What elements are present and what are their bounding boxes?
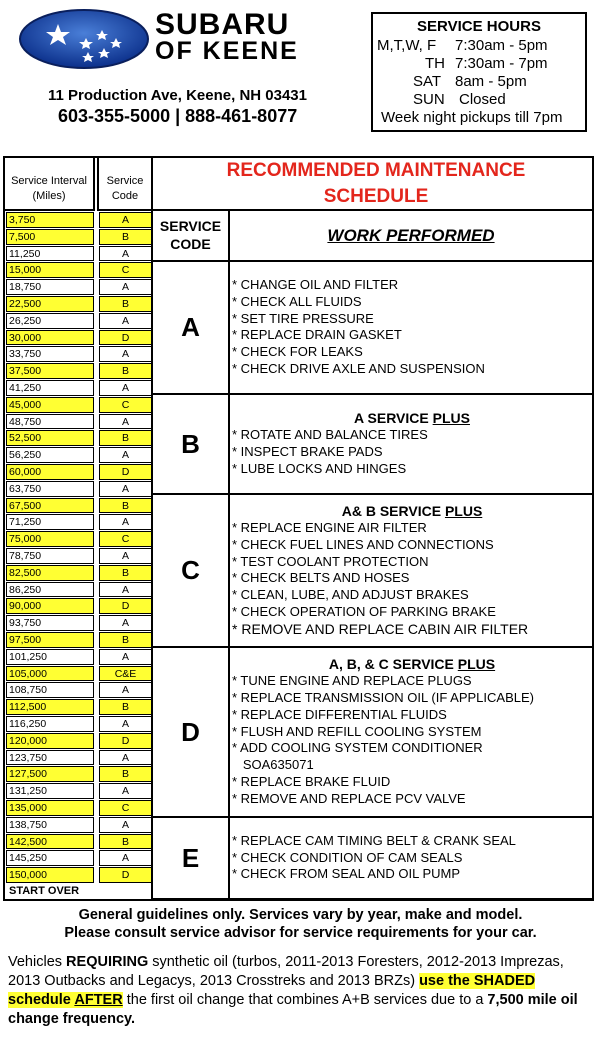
- interval-code: B: [99, 699, 152, 715]
- interval-row: [3, 430, 153, 447]
- service-code-letter: A: [181, 312, 200, 342]
- note-text-f: the first oil change that combines A+B services due to a: [122, 992, 488, 1008]
- service-code-header-cell: [151, 209, 230, 262]
- interval-code: A: [99, 750, 152, 766]
- work-performed-header-cell: [228, 209, 594, 262]
- interval-miles: 56,250: [6, 447, 94, 463]
- work-item: * FLUSH AND REFILL COOLING SYSTEM: [232, 723, 482, 739]
- service-heading-text: A SERVICE: [354, 410, 433, 427]
- interval-code: D: [99, 330, 152, 346]
- interval-miles: 145,250: [6, 850, 94, 866]
- interval-code: A: [99, 850, 152, 866]
- interval-code: A: [99, 548, 152, 564]
- interval-table-header: [3, 156, 153, 211]
- work-item: * CHECK FUEL LINES AND CONNECTIONS: [232, 536, 494, 552]
- work-performed-cell: [228, 816, 594, 900]
- interval-row: [3, 531, 153, 548]
- interval-row: [3, 783, 153, 800]
- service-heading-plus: PLUS: [432, 410, 470, 427]
- work-item: * REMOVE AND REPLACE CABIN AIR FILTER: [232, 620, 529, 637]
- interval-miles: 135,000: [6, 800, 94, 816]
- interval-miles: 41,250: [6, 380, 94, 396]
- interval-miles: 97,500: [6, 632, 94, 648]
- service-code-letter: B: [181, 428, 200, 459]
- guidelines-line1: General guidelines only. Services vary by year, make and model.: [78, 907, 523, 923]
- interval-row: [3, 565, 153, 582]
- work-item: * TUNE ENGINE AND REPLACE PLUGS: [232, 673, 472, 689]
- interval-row: [3, 817, 153, 834]
- work-item: * REPLACE BRAKE FLUID: [232, 773, 391, 789]
- interval-row: [3, 867, 153, 884]
- synthetic-oil-note: [8, 953, 598, 1029]
- brand-name: SUBARU: [155, 8, 290, 41]
- work-item: * REPLACE CAM TIMING BELT & CRANK SEAL: [232, 832, 516, 848]
- note-text-d: use the SHADED schedule: [8, 973, 536, 1008]
- interval-row: [3, 514, 153, 531]
- work-item: * LUBE LOCKS AND HINGES: [232, 460, 407, 476]
- interval-miles: 86,250: [6, 582, 94, 598]
- work-item: * CHECK CONDITION OF CAM SEALS: [232, 849, 463, 865]
- interval-code: B: [99, 834, 152, 850]
- interval-miles: 116,250: [6, 716, 94, 732]
- interval-row: [3, 733, 153, 750]
- interval-code: D: [99, 598, 152, 614]
- interval-row: [3, 682, 153, 699]
- interval-row: [3, 346, 153, 363]
- interval-miles: 105,000: [6, 666, 94, 682]
- interval-miles: 33,750: [6, 346, 94, 362]
- service-heading-text: A& B SERVICE: [341, 503, 445, 520]
- interval-code: A: [99, 380, 152, 396]
- interval-miles: 30,000: [6, 330, 94, 346]
- interval-code: B: [99, 766, 152, 782]
- service-code-letter: E: [181, 842, 200, 873]
- guidelines-note: [0, 906, 601, 942]
- work-performed-header: WORK PERFORMED: [327, 226, 495, 245]
- work-item: * ROTATE AND BALANCE TIRES: [232, 427, 428, 443]
- interval-miles: 127,500: [6, 766, 94, 782]
- work-item: * CLEAN, LUBE, AND ADJUST BRAKES: [232, 587, 469, 603]
- work-item: * CHECK FOR LEAKS: [232, 344, 363, 360]
- subaru-logo: [18, 8, 150, 70]
- interval-code: A: [99, 279, 152, 295]
- service-code-cell: [151, 493, 230, 648]
- interval-row: [3, 296, 153, 313]
- start-over-label: START OVER: [9, 885, 80, 897]
- interval-row: [3, 464, 153, 481]
- interval-row: [3, 498, 153, 515]
- interval-miles: 71,250: [6, 514, 94, 530]
- interval-miles: 18,750: [6, 279, 94, 295]
- schedule-title: [156, 158, 596, 210]
- interval-miles: 112,500: [6, 699, 94, 715]
- note-after: AFTER: [74, 992, 123, 1008]
- note-text-a: Vehicles: [8, 954, 67, 970]
- interval-code: A: [99, 414, 152, 430]
- service-hours-box: [371, 12, 587, 132]
- work-performed-cell: [228, 493, 594, 648]
- service-code-cell: [151, 393, 230, 495]
- interval-row: [3, 212, 153, 229]
- interval-row: [3, 397, 153, 414]
- work-performed-cell: [228, 260, 594, 395]
- interval-code: A: [99, 783, 152, 799]
- interval-miles: 26,250: [6, 313, 94, 329]
- interval-row: [3, 447, 153, 464]
- interval-code: A: [99, 817, 152, 833]
- service-heading: [232, 656, 592, 673]
- interval-code: A: [99, 246, 152, 262]
- work-item: * CHECK FROM SEAL AND OIL PUMP: [232, 866, 461, 882]
- interval-miles: 90,000: [6, 598, 94, 614]
- interval-code: A: [99, 212, 152, 228]
- interval-row: [3, 834, 153, 851]
- note-requiring: REQUIRING: [66, 954, 149, 970]
- interval-code: C: [99, 800, 152, 816]
- interval-miles: 37,500: [6, 363, 94, 379]
- interval-miles: 52,500: [6, 430, 94, 446]
- interval-row: [3, 750, 153, 767]
- interval-miles: 82,500: [6, 565, 94, 581]
- interval-row: [3, 632, 153, 649]
- work-item: * CHECK OPERATION OF PARKING BRAKE: [232, 604, 496, 620]
- work-item: * REPLACE DRAIN GASKET: [232, 327, 402, 343]
- work-item: * CHANGE OIL AND FILTER: [232, 277, 399, 293]
- interval-code: C: [99, 397, 152, 413]
- service-code-header: SERVICE CODE: [159, 218, 222, 252]
- service-code-cell: [151, 260, 230, 395]
- hours-time-1: 7:30am - 7pm: [455, 55, 548, 72]
- interval-row: [3, 800, 153, 817]
- interval-code: B: [99, 565, 152, 581]
- interval-row: [3, 313, 153, 330]
- service-code-cell: [151, 816, 230, 900]
- interval-code: A: [99, 682, 152, 698]
- dealer-phones: 603-355-5000 | 888-461-8077: [58, 106, 298, 126]
- interval-miles: 93,750: [6, 615, 94, 631]
- service-heading-plus: PLUS: [457, 656, 496, 673]
- dealer-address: 11 Production Ave, Keene, NH 03431: [48, 87, 307, 104]
- interval-miles: 131,250: [6, 783, 94, 799]
- interval-miles: 120,000: [6, 733, 94, 749]
- interval-column-header: Service Interval (Miles): [3, 156, 95, 211]
- hours-days-3: SUN: [413, 91, 445, 108]
- interval-code: B: [99, 363, 152, 379]
- interval-row: [3, 330, 153, 347]
- interval-miles: 123,750: [6, 750, 94, 766]
- interval-code: A: [99, 313, 152, 329]
- hours-days-1: TH: [425, 55, 445, 72]
- interval-row: [3, 699, 153, 716]
- service-heading-text: A, B, & C SERVICE: [328, 656, 458, 673]
- hours-time-0: 7:30am - 5pm: [455, 37, 548, 54]
- interval-code: C&E: [99, 666, 152, 682]
- interval-code: A: [99, 649, 152, 665]
- work-item: * SET TIRE PRESSURE: [232, 310, 374, 326]
- interval-code: B: [99, 632, 152, 648]
- interval-miles: 142,500: [6, 834, 94, 850]
- interval-code: A: [99, 615, 152, 631]
- interval-row: [3, 279, 153, 296]
- interval-row: [3, 850, 153, 867]
- work-item: * CHECK BELTS AND HOSES: [232, 570, 410, 586]
- interval-code: D: [99, 733, 152, 749]
- interval-code: B: [99, 296, 152, 312]
- work-item: * TEST COOLANT PROTECTION: [232, 553, 429, 569]
- work-item: * ADD COOLING SYSTEM CONDITIONER: [232, 740, 483, 756]
- interval-code: A: [99, 346, 152, 362]
- interval-code: A: [99, 716, 152, 732]
- hours-time-2: 8am - 5pm: [455, 73, 527, 90]
- interval-row: [3, 649, 153, 666]
- interval-miles: 22,500: [6, 296, 94, 312]
- interval-code: A: [99, 481, 152, 497]
- service-hours-title: SERVICE HOURS: [417, 18, 541, 35]
- interval-miles: 101,250: [6, 649, 94, 665]
- interval-row: [3, 582, 153, 599]
- hours-days-2: SAT: [413, 73, 442, 90]
- schedule-title-line1: RECOMMENDED MAINTENANCE: [226, 160, 526, 181]
- service-heading: [232, 410, 592, 427]
- interval-row: [3, 766, 153, 783]
- interval-miles: 48,750: [6, 414, 94, 430]
- interval-code: A: [99, 447, 152, 463]
- interval-row: [3, 615, 153, 632]
- interval-table: [3, 156, 153, 901]
- interval-row: [3, 262, 153, 279]
- interval-miles: 60,000: [6, 464, 94, 480]
- interval-row: [3, 598, 153, 615]
- work-item: * CHECK ALL FLUIDS: [232, 293, 362, 309]
- interval-code: B: [99, 430, 152, 446]
- interval-row: [3, 481, 153, 498]
- interval-row: [3, 716, 153, 733]
- interval-miles: 45,000: [6, 397, 94, 413]
- service-heading-plus: PLUS: [444, 503, 483, 520]
- service-heading: [232, 503, 592, 520]
- brand-location: OF KEENE: [155, 37, 299, 65]
- interval-miles: 138,750: [6, 817, 94, 833]
- interval-row: [3, 363, 153, 380]
- interval-miles: 67,500: [6, 498, 94, 514]
- guidelines-line2: Please consult service advisor for service requirements for your car.: [64, 925, 537, 941]
- work-item: * CHECK DRIVE AXLE AND SUSPENSION: [232, 361, 485, 377]
- hours-days-0: M,T,W, F: [377, 37, 437, 54]
- interval-code: A: [99, 514, 152, 530]
- work-item: * REPLACE DIFFERENTIAL FLUIDS: [232, 706, 447, 722]
- interval-code: B: [99, 229, 152, 245]
- service-code-letter: D: [181, 716, 200, 747]
- hours-note: Week night pickups till 7pm: [381, 109, 563, 126]
- interval-row: [3, 229, 153, 246]
- interval-miles: 3,750: [6, 212, 94, 228]
- work-performed-cell: [228, 393, 594, 495]
- interval-miles: 150,000: [6, 867, 94, 883]
- interval-code: A: [99, 582, 152, 598]
- work-item: * INSPECT BRAKE PADS: [232, 443, 383, 459]
- interval-code: D: [99, 867, 152, 883]
- interval-miles: 15,000: [6, 262, 94, 278]
- work-performed-cell: [228, 646, 594, 818]
- work-item: * REMOVE AND REPLACE PCV VALVE: [232, 790, 466, 806]
- note-text-c: synthetic oil (turbos, 2011-2013 Foresters, 2012-2013 Imprezas, 2013 Outbacks and Legacys, 2013 Crosstreks and 2013 BRZs): [8, 954, 564, 989]
- interval-miles: 63,750: [6, 481, 94, 497]
- interval-row: [3, 414, 153, 431]
- code-column-header: Service Code: [97, 156, 153, 211]
- interval-code: D: [99, 464, 152, 480]
- interval-miles: 108,750: [6, 682, 94, 698]
- interval-row: [3, 666, 153, 683]
- interval-code: C: [99, 531, 152, 547]
- interval-row: [3, 380, 153, 397]
- service-code-cell: [151, 646, 230, 818]
- interval-code: B: [99, 498, 152, 514]
- hours-time-3: Closed: [459, 91, 506, 108]
- work-item: SOA635071: [232, 757, 314, 773]
- interval-miles: 11,250: [6, 246, 94, 262]
- interval-row: [3, 548, 153, 565]
- interval-row: [3, 246, 153, 263]
- work-item: * REPLACE ENGINE AIR FILTER: [232, 520, 427, 536]
- service-code-letter: C: [181, 555, 200, 585]
- work-item: * REPLACE TRANSMISSION OIL (IF APPLICABLE): [232, 689, 534, 705]
- interval-miles: 78,750: [6, 548, 94, 564]
- interval-miles: 75,000: [6, 531, 94, 547]
- interval-code: C: [99, 262, 152, 278]
- schedule-title-line2: SCHEDULE: [323, 186, 429, 207]
- note-frequency: 7,500 mile oil change frequency.: [8, 992, 578, 1027]
- interval-miles: 7,500: [6, 229, 94, 245]
